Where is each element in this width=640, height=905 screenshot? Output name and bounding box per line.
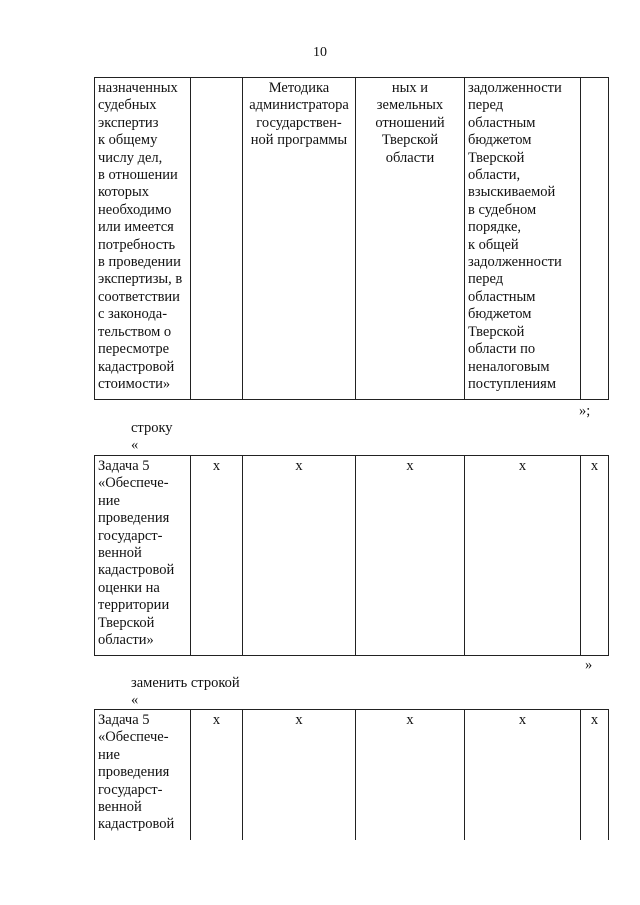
task5-replacement-table — [94, 709, 609, 840]
table1-cell-formula: задолженности перед областным бюджетом Тверской области, взыскиваемой в судебном порядке, к общей задолженности перед областным бюджетом Тверской области по неналоговым поступлениям — [465, 78, 581, 400]
table1-cell-methodology: Методика администратора государствен- ной программы — [243, 78, 356, 400]
opening-quote: « — [131, 692, 139, 708]
task5-row-table — [94, 455, 609, 656]
opening-quote: « — [131, 437, 139, 453]
table3-mark: x — [356, 710, 465, 840]
table1-cell-empty — [191, 78, 243, 400]
page-number: 10 — [313, 45, 327, 60]
table3-cell-task: Задача 5 «Обеспече- ние проведения государст- венной кадастровой — [95, 710, 191, 840]
instruction-text: заменить строкой — [131, 675, 240, 691]
instruction-text: строку — [131, 420, 173, 436]
table1-cell-last — [581, 78, 609, 400]
table3-mark: x — [465, 710, 581, 840]
table2-cell-task: Задача 5 «Обеспече- ние проведения государст- венной кадастровой оценки на территории Тверской области» — [95, 456, 191, 656]
table1-cell-description: назначенных судебных экспертиз к общему числу дел, в отношении которых необходимо или имеется потребность в проведении экспертизы, в соответствии с законода- тельством о пересмотре кадастровой стоимости» — [95, 78, 191, 400]
table2-mark: x — [356, 456, 465, 656]
table2-mark: x — [191, 456, 243, 656]
table3-mark: x — [581, 710, 609, 840]
closing-quote: » — [585, 657, 593, 673]
table3-mark: x — [243, 710, 356, 840]
table2-mark: x — [581, 456, 609, 656]
closing-quote: »; — [579, 403, 591, 419]
table2-mark: x — [465, 456, 581, 656]
table3-mark: x — [191, 710, 243, 840]
indicator-table-fragment — [94, 77, 609, 400]
table1-cell-ministry: ных и земельных отношений Тверской области — [356, 78, 465, 400]
table2-mark: x — [243, 456, 356, 656]
